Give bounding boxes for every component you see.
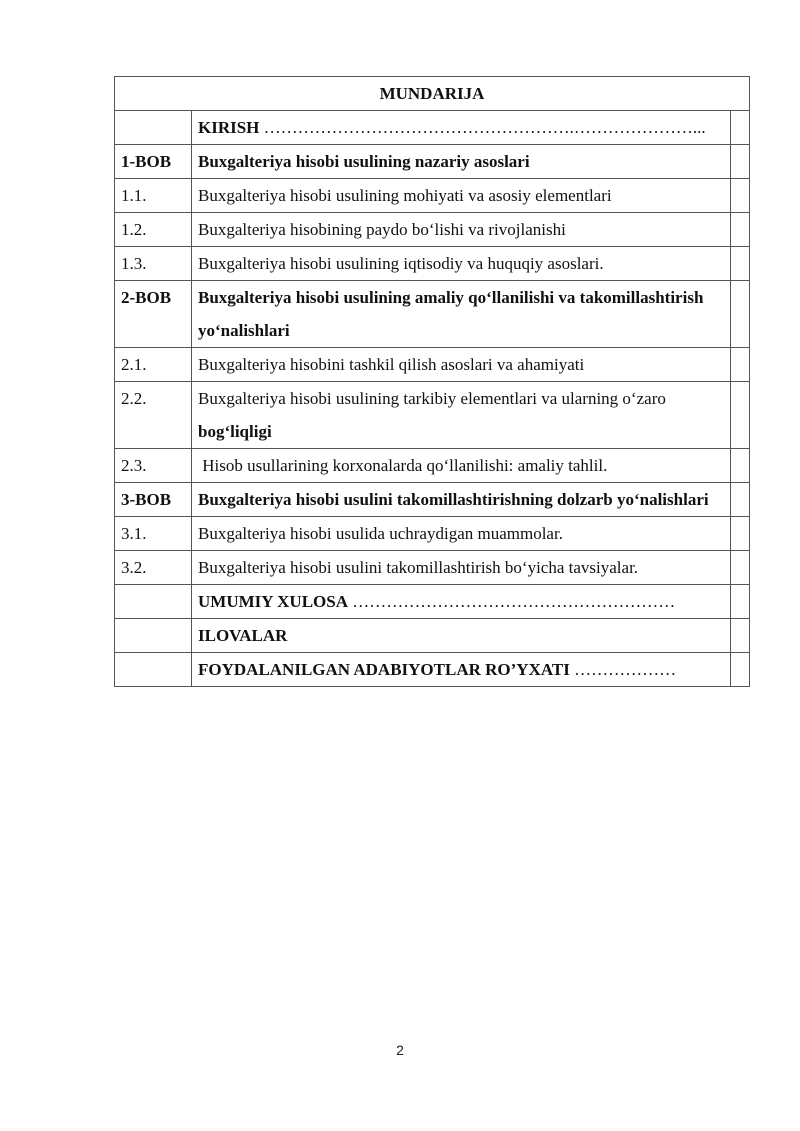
- toc-entry: [192, 382, 731, 449]
- toc-page-cell: [730, 111, 749, 145]
- toc-row: [115, 551, 750, 585]
- toc-row: [115, 449, 750, 483]
- toc-number: 3.2.: [115, 551, 192, 585]
- toc-chapter-title: Buxgalteriya hisobi usulini takomillashtirishning dolzarb yo‘nalishlari: [192, 483, 731, 517]
- toc-page-cell: [730, 213, 749, 247]
- toc-number: [115, 653, 192, 687]
- toc-entry: Buxgalteriya hisobi usulining mohiyati va asosiy elementlari: [192, 179, 731, 213]
- toc-page-cell: [730, 179, 749, 213]
- toc-page-cell: [730, 281, 749, 348]
- toc-entry: [192, 653, 731, 687]
- toc-row: [115, 247, 750, 281]
- toc-entry: Buxgalteriya hisobini tashkil qilish asoslari va ahamiyati: [192, 348, 731, 382]
- toc-number: 1.2.: [115, 213, 192, 247]
- table-of-contents: [114, 76, 750, 687]
- toc-row: [115, 111, 750, 145]
- toc-chapter-number: 1-BOB: [115, 145, 192, 179]
- toc-entry: Buxgalteriya hisobi usulining iqtisodiy va huquqiy asoslari.: [192, 247, 731, 281]
- toc-row: [115, 348, 750, 382]
- toc-page-cell: [730, 348, 749, 382]
- toc-row: [115, 382, 750, 449]
- toc-page-cell: [730, 585, 749, 619]
- toc-page-cell: [730, 247, 749, 281]
- toc-number: [115, 585, 192, 619]
- toc-number: 2.2.: [115, 382, 192, 449]
- toc-page-cell: [730, 653, 749, 687]
- toc-page-cell: [730, 145, 749, 179]
- toc-entry: [192, 111, 731, 145]
- toc-page-cell: [730, 382, 749, 449]
- toc-row: [115, 619, 750, 653]
- toc-row: [115, 213, 750, 247]
- toc-number: [115, 111, 192, 145]
- toc-dot-leader: ……………………………………………….…………………...: [259, 118, 706, 137]
- toc-title: MUNDARIJA: [115, 77, 750, 111]
- toc-chapter-title: Buxgalteriya hisobi usulining amaliy qo‘llanilishi va takomillashtirish yo‘nalishlari: [192, 281, 731, 348]
- toc-chapter-row: [115, 483, 750, 517]
- toc-chapter-number: 2-BOB: [115, 281, 192, 348]
- toc-row: [115, 179, 750, 213]
- toc-entry-line-2: bog‘liqligi: [198, 422, 272, 441]
- toc-entry: Buxgalteriya hisobi usulini takomillashtirish bo‘yicha tavsiyalar.: [192, 551, 731, 585]
- toc-page-cell: [730, 449, 749, 483]
- toc-page-cell: [730, 619, 749, 653]
- toc-row: [115, 585, 750, 619]
- toc-entry: Buxgalteriya hisobi usulida uchraydigan muammolar.: [192, 517, 731, 551]
- toc-number: 1.1.: [115, 179, 192, 213]
- toc-entry: [192, 585, 731, 619]
- toc-chapter-title: Buxgalteriya hisobi usulining nazariy asoslari: [192, 145, 731, 179]
- toc-row: [115, 653, 750, 687]
- toc-entry: ILOVALAR: [192, 619, 731, 653]
- toc-entry-title: KIRISH: [198, 118, 260, 137]
- toc-row: [115, 517, 750, 551]
- toc-number: 3.1.: [115, 517, 192, 551]
- toc-entry: Hisob usullarining korxonalarda qo‘llanilishi: amaliy tahlil.: [192, 449, 731, 483]
- toc-chapter-number: 3-BOB: [115, 483, 192, 517]
- toc-page-cell: [730, 551, 749, 585]
- toc-entry-line-1: Buxgalteriya hisobi usulining tarkibiy elementlari va ularning o‘zaro: [198, 389, 666, 408]
- toc-entry: Buxgalteriya hisobining paydo bo‘lishi va rivojlanishi: [192, 213, 731, 247]
- toc-entry-title: UMUMIY XULOSA: [198, 592, 349, 611]
- toc-number: 1.3.: [115, 247, 192, 281]
- toc-dot-leader: …………………………………………………: [348, 592, 676, 611]
- toc-dot-leader: ………………: [569, 660, 677, 679]
- toc-entry-title: FOYDALANILGAN ADABIYOTLAR RO’YXATI: [198, 660, 570, 679]
- toc-page-cell: [730, 517, 749, 551]
- page-number: 2: [396, 1042, 404, 1058]
- toc-number: 2.3.: [115, 449, 192, 483]
- toc-number: [115, 619, 192, 653]
- toc-page-cell: [730, 483, 749, 517]
- toc-number: 2.1.: [115, 348, 192, 382]
- toc-chapter-row: [115, 281, 750, 348]
- toc-chapter-row: [115, 145, 750, 179]
